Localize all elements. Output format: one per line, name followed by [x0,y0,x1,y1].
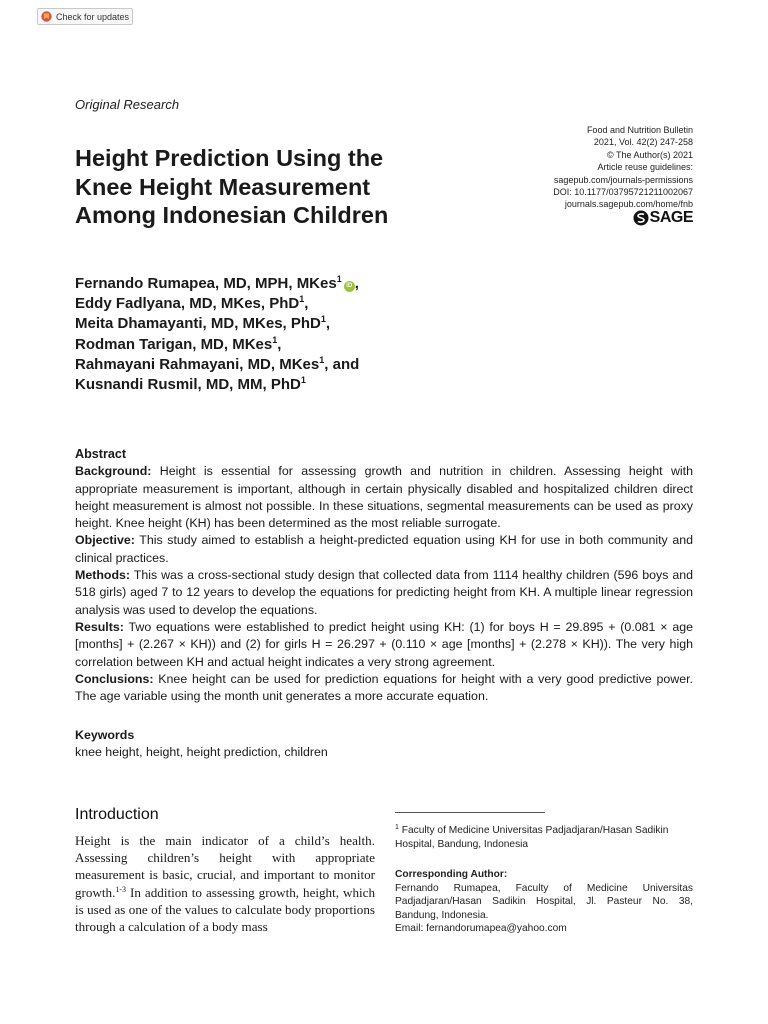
journal-name: Food and Nutrition Bulletin [586,125,693,135]
badge-label: Check for updates [56,11,130,22]
section-label: Background: [75,464,152,479]
author-entry [75,294,495,314]
keywords-text: knee height, height, height prediction, children [75,745,328,759]
section-text: Knee height can be used for prediction equations for height with a very good predictive power. The age variable using the month unit generates a more accurate equation. [75,671,693,704]
author-entry [75,335,495,355]
title-line: Height Prediction Using the [75,145,384,171]
author-name[interactable]: Meita Dhamayanti, MD, MKes, PhD [75,315,321,333]
affiliation-text: Faculty of Medicine Universitas Padjadjaran/Hasan Sadikin Hospital, Bandung, Indonesia [395,825,669,850]
affiliation-marker: 1 [272,334,278,345]
paper-title [75,144,475,230]
affiliation-marker: 1 [319,354,325,365]
abstract [75,446,693,705]
author-name[interactable]: Fernando Rumapea, MD, MPH, MKes [75,275,337,292]
section-label: Conclusions: [75,671,154,686]
abstract-results [75,619,693,671]
author-name[interactable]: Rodman Tarigan, MD, MKes [75,335,273,353]
crossmark-icon [41,11,52,22]
corresponding-author [395,868,693,936]
abstract-objective [75,532,693,567]
orcid-icon[interactable]: iD [344,281,355,292]
footnote-divider [395,812,545,813]
journal-reuse-label: Article reuse guidelines: [597,162,693,173]
author-name[interactable]: Eddy Fadlyana, MD, MKes, PhD [75,295,300,313]
abstract-methods [75,567,693,619]
section-label: Results: [75,619,124,634]
journal-home-link[interactable]: journals.sagepub.com/home/fnb [564,199,693,210]
intro-text-part: In addition to assessing growth, height, which is used as one of the values to calculate body proportions through a calculation of a body mass [75,884,375,935]
affiliation-marker: 1 [336,274,342,284]
introduction-heading: Introduction [75,806,159,823]
author-name[interactable]: Kusnandi Rusmil, MD, MM, PhD [75,376,301,394]
sage-logo [633,209,693,227]
author-separator: , [277,335,282,353]
author-separator: , [354,275,359,292]
section-label: Methods: [75,568,131,583]
check-for-updates-badge[interactable] [37,8,133,25]
citation-link[interactable]: 1-3 [115,884,127,894]
sage-logo-text: SAGE [649,209,693,226]
section-text: Two equations were established to predict height using KH: (1) for boys H = 29.895 + (0.081 × age [months] + (2.267 × KH)) and (2) for girls H = 26.297 + (0.110 × age [months] + (2.278 × KH)). The very high correlation between KH and actual height indicates a very strong agreement. [75,619,693,669]
title-line: Knee Height Measurement [75,173,371,200]
keywords [75,727,693,761]
abstract-background [75,463,693,532]
journal-doi[interactable]: DOI: 10.1177/03795721211002067 [553,187,693,198]
author-separator: , and [324,355,360,373]
abstract-heading: Abstract [75,447,127,461]
corresponding-email[interactable]: Email: fernandorumapea@yahoo.com [395,923,567,935]
author-list [75,274,495,395]
author-separator: , [304,295,309,313]
affiliation-marker: 1 [299,294,305,305]
affiliation-footnote [395,824,693,852]
corresponding-heading: Corresponding Author: [395,869,508,880]
author-entry [75,355,495,375]
section-label: Objective: [75,533,135,548]
title-line: Among Indonesian Children [75,202,389,228]
author-entry [75,314,495,334]
sage-logo-icon [633,210,649,226]
author-name[interactable]: Rahmayani Rahmayani, MD, MKes [75,355,320,373]
introduction-text [75,832,375,935]
journal-volume: 2021, Vol. 42(2) 247-258 [593,137,693,148]
intro-text-part: Height is the main indicator of a child’s health. Assessing children’s height with appropriate measurement is basic, crucial, and important to monitor growth. [75,833,375,900]
author-entry [75,274,495,294]
section-text: Height is essential for assessing growth and nutrition in children. Assessing height with appropriate measurement is important, although in certain physically disabled and hospitalized children direct height measurement is almost not possible. In these situations, segmental measurements can be used as proxy height. Knee height (KH) has been determined as the most reliable surrogate. [75,464,693,531]
affiliation-marker: 1 [300,375,306,386]
journal-permissions-link[interactable]: sagepub.com/journals-permissions [553,174,693,185]
section-text: This was a cross-sectional study design that collected data from 1114 healthy children (596 boys and 518 girls) aged 7 to 12 years to develop the equations for predicting height from KH. A multiple linear regression analysis was used to develop the equations. [75,568,693,617]
affiliation-marker: 1 [395,824,399,831]
journal-copyright: © The Author(s) 2021 [606,149,693,160]
section-text: This study aimed to establish a height-predicted equation using KH for use in both community and clinical practices. [75,533,693,565]
abstract-conclusions [75,671,693,706]
author-entry [75,375,495,395]
article-type: Original Research [75,97,180,112]
author-separator: , [325,315,331,333]
journal-info [493,124,693,211]
affiliation-marker: 1 [320,314,326,325]
corresponding-address: Fernando Rumapea, Faculty of Medicine Universitas Padjadjaran/Hasan Sadikin Hospital, Jl. Pasteur No. 38, Bandung, Indonesia. [395,882,693,921]
keywords-heading: Keywords [75,728,135,742]
